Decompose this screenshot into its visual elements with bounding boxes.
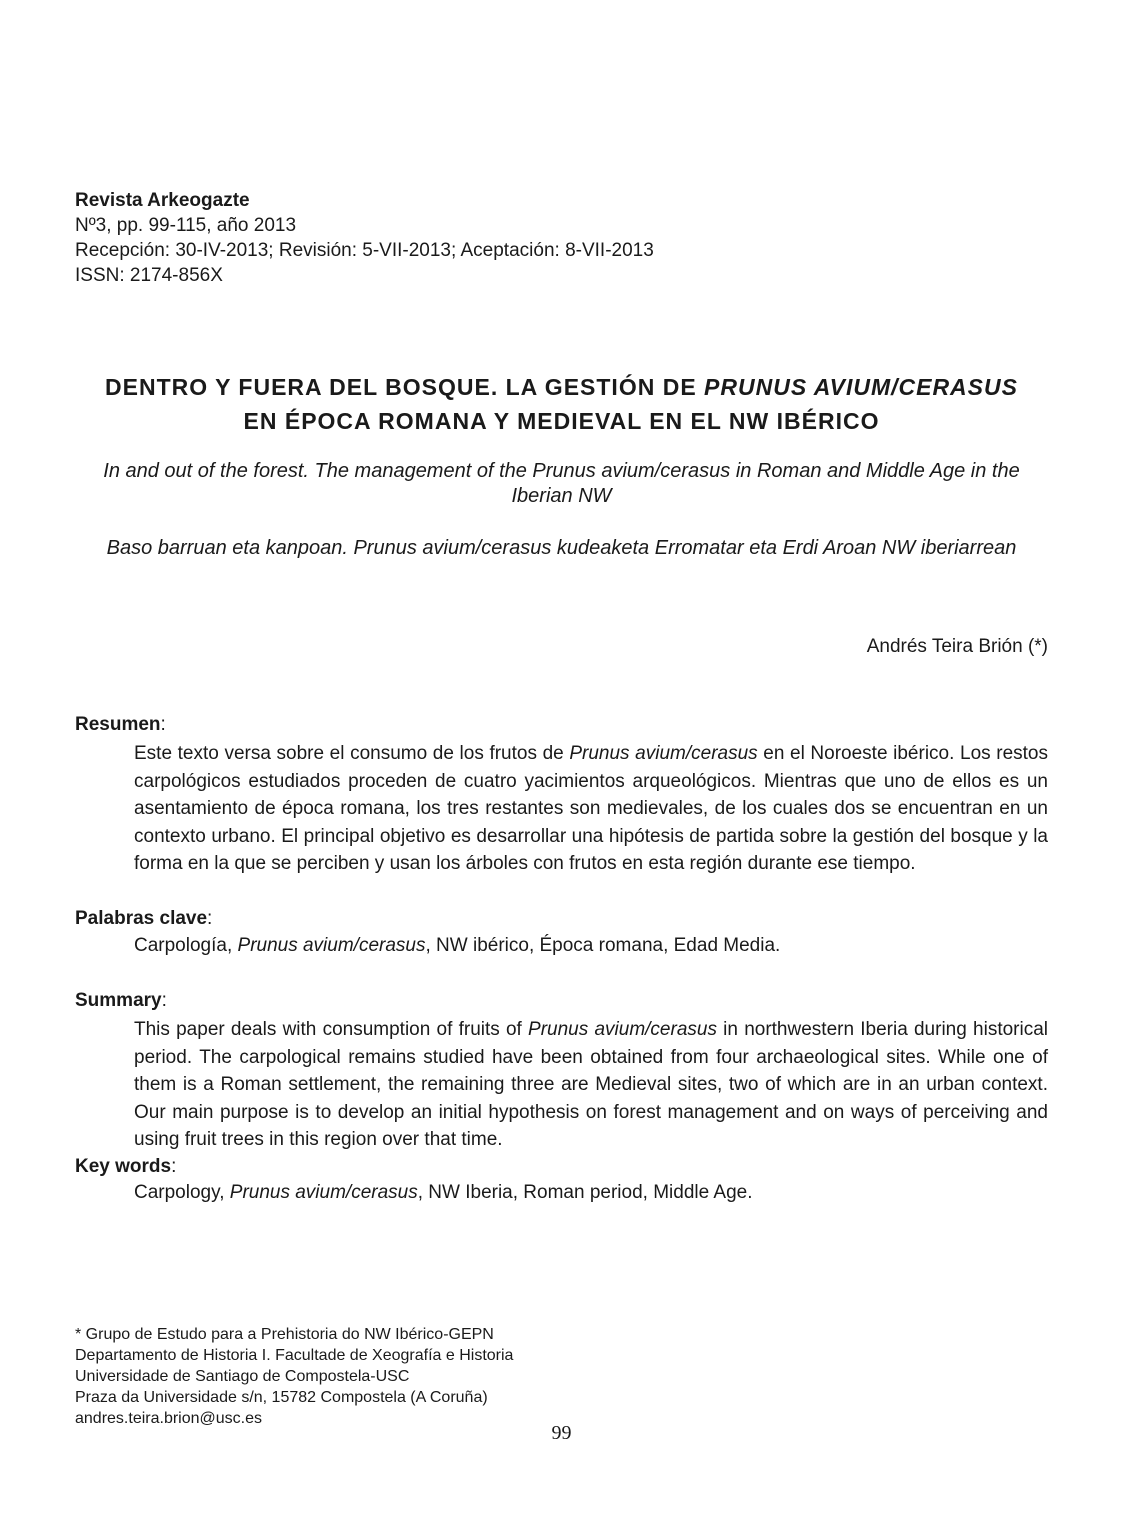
footnote-line: * Grupo de Estudo para a Prehistoria do NW Ibérico-GEPN: [75, 1326, 494, 1343]
resumen-heading: Resumen:: [75, 714, 166, 735]
summary-text: This paper deals with consumption of fruits of Prunus avium/cerasus in northwestern Iberia during historical period. The carpological remains studied have been obtained from four archaeological sites. While one of them is a Roman settlement, the remaining three are Medieval sites, two of which are in an urban context. Our main purpose is to develop an initial hypothesis on forest management and on ways of perceiving and using fruit trees in this region over that time.: [134, 1019, 1048, 1150]
masthead: [75, 188, 654, 288]
author-email: andres.teira.brion@usc.es: [75, 1410, 262, 1427]
review-dates: Recepción: 30-IV-2013; Revisión: 5-VII-2013; Aceptación: 8-VII-2013: [75, 240, 654, 261]
author: Andrés Teira Brión (*): [866, 636, 1048, 657]
subtitle-basque: Baso barruan eta kanpoan. Prunus avium/cerasus kudeaketa Erromatar eta Erdi Aroan NW iberiarrean: [106, 537, 1017, 559]
palabras-clave-text: Carpología, Prunus avium/cerasus, NW ibérico, Época romana, Edad Media.: [134, 935, 781, 956]
subtitle-english: In and out of the forest. The management of the Prunus avium/cerasus in Roman and Middle Age in the Iberian NW: [103, 460, 1020, 507]
page-number: 99: [551, 1422, 572, 1444]
summary-heading: Summary:: [75, 990, 167, 1011]
issn: ISSN: 2174-856X: [75, 265, 223, 286]
resumen-text: Este texto versa sobre el consumo de los frutos de Prunus avium/cerasus en el Noroeste ibérico. Los restos carpológicos estudiados proceden de cuatro yacimientos arqueológicos. Mientras que uno de ellos es un asentamiento de época romana, los tres restantes son medievales, de los cuales dos se encuentran en un contexto urbano. El principal objetivo es desarrollar una hipótesis de partida sobre la gestión del bosque y la forma en la que se perciben y usan los árboles con frutos en esta región durante ese tiempo.: [134, 743, 1049, 874]
key-words-heading: Key words:: [75, 1156, 177, 1177]
title-line-2: EN ÉPOCA ROMANA Y MEDIEVAL EN EL NW IBÉRICO: [243, 408, 880, 434]
journal-name: Revista Arkeogazte: [75, 190, 250, 211]
key-words-text: Carpology, Prunus avium/cerasus, NW Iberia, Roman period, Middle Age.: [134, 1182, 753, 1203]
footnote-line: Praza da Universidade s/n, 15782 Compostela (A Coruña): [75, 1389, 488, 1406]
footnote-line: Departamento de Historia I. Facultade de Xeografía e Historia: [75, 1347, 514, 1364]
palabras-clave-heading: Palabras clave:: [75, 908, 213, 929]
footnote-line: Universidade de Santiago de Compostela-USC: [75, 1368, 410, 1385]
issue-info: Nº3, pp. 99-115, año 2013: [75, 215, 297, 236]
author-affiliation-footnote: [75, 1324, 513, 1429]
article-title: [60, 370, 1063, 438]
title-line-1: DENTRO Y FUERA DEL BOSQUE. LA GESTIÓN DE PRUNUS AVIUM/CERASUS: [105, 374, 1018, 400]
